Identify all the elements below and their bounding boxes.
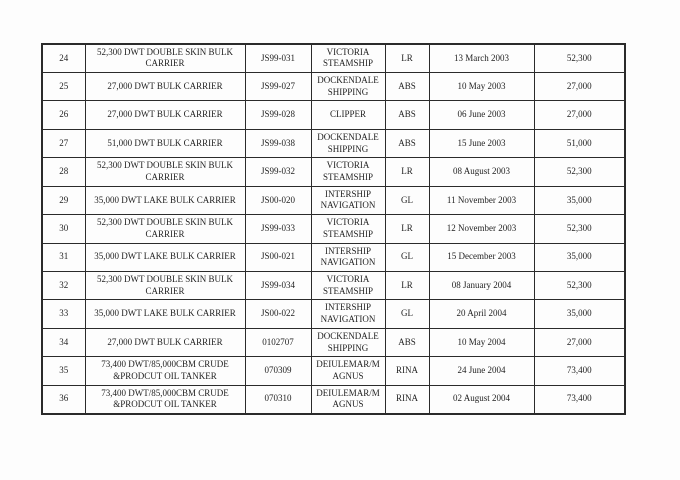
cell-class-society: RINA — [385, 357, 429, 385]
cell-vessel-description: 52,300 DWT DOUBLE SKIN BULK CARRIER — [85, 272, 245, 300]
cell-dwt: 73,400 — [534, 357, 625, 385]
cell-delivery-date: 15 December 2003 — [429, 243, 534, 271]
cell-row-number: 34 — [42, 328, 85, 356]
cell-delivery-date: 15 June 2003 — [429, 129, 534, 157]
cell-dwt: 52,300 — [534, 215, 625, 243]
cell-class-society: ABS — [385, 129, 429, 157]
cell-delivery-date: 20 April 2004 — [429, 300, 534, 328]
cell-delivery-date: 24 June 2004 — [429, 357, 534, 385]
cell-row-number: 30 — [42, 215, 85, 243]
cell-hull-number: JS99-028 — [245, 101, 311, 129]
cell-hull-number: 070310 — [245, 385, 311, 413]
cell-dwt: 73,400 — [534, 385, 625, 413]
cell-hull-number: JS00-022 — [245, 300, 311, 328]
cell-delivery-date: 02 August 2004 — [429, 385, 534, 413]
cell-delivery-date: 11 November 2003 — [429, 186, 534, 214]
cell-row-number: 31 — [42, 243, 85, 271]
cell-hull-number: JS99-027 — [245, 72, 311, 100]
cell-owner: VICTORIA STEAMSHIP — [311, 272, 385, 300]
cell-class-society: GL — [385, 243, 429, 271]
cell-delivery-date: 10 May 2003 — [429, 72, 534, 100]
ship-order-table — [41, 43, 626, 415]
cell-vessel-description: 73,400 DWT/85,000CBM CRUDE &PRODCUT OIL TANKER — [85, 357, 245, 385]
table-row — [42, 328, 625, 356]
cell-class-society: GL — [385, 300, 429, 328]
cell-class-society: ABS — [385, 72, 429, 100]
cell-owner: INTERSHIP NAVIGATION — [311, 300, 385, 328]
cell-hull-number: JS00-021 — [245, 243, 311, 271]
cell-class-society: ABS — [385, 101, 429, 129]
cell-class-society: LR — [385, 272, 429, 300]
cell-row-number: 24 — [42, 44, 85, 72]
cell-vessel-description: 27,000 DWT BULK CARRIER — [85, 72, 245, 100]
cell-row-number: 36 — [42, 385, 85, 413]
cell-row-number: 33 — [42, 300, 85, 328]
cell-dwt: 52,300 — [534, 272, 625, 300]
cell-vessel-description: 52,300 DWT DOUBLE SKIN BULK CARRIER — [85, 215, 245, 243]
cell-class-society: ABS — [385, 328, 429, 356]
cell-dwt: 27,000 — [534, 328, 625, 356]
cell-delivery-date: 08 August 2003 — [429, 158, 534, 186]
cell-delivery-date: 08 January 2004 — [429, 272, 534, 300]
table-row — [42, 44, 625, 72]
cell-class-society: LR — [385, 215, 429, 243]
table-row — [42, 272, 625, 300]
cell-hull-number: JS99-034 — [245, 272, 311, 300]
order-table-body — [42, 44, 625, 414]
cell-owner: DOCKENDALE SHIPPING — [311, 129, 385, 157]
table-row — [42, 385, 625, 413]
cell-delivery-date: 10 May 2004 — [429, 328, 534, 356]
cell-vessel-description: 27,000 DWT BULK CARRIER — [85, 328, 245, 356]
cell-owner: DOCKENDALE SHIPPING — [311, 328, 385, 356]
cell-class-society: LR — [385, 44, 429, 72]
cell-delivery-date: 13 March 2003 — [429, 44, 534, 72]
cell-dwt: 35,000 — [534, 300, 625, 328]
table-row — [42, 243, 625, 271]
table-row — [42, 72, 625, 100]
cell-delivery-date: 12 November 2003 — [429, 215, 534, 243]
cell-owner: CLIPPER — [311, 101, 385, 129]
cell-dwt: 27,000 — [534, 101, 625, 129]
table-row — [42, 186, 625, 214]
cell-owner: DEIULEMAR/M AGNUS — [311, 385, 385, 413]
cell-hull-number: JS99-031 — [245, 44, 311, 72]
table-row — [42, 300, 625, 328]
cell-hull-number: JS00-020 — [245, 186, 311, 214]
cell-owner: VICTORIA STEAMSHIP — [311, 215, 385, 243]
cell-class-society: GL — [385, 186, 429, 214]
cell-dwt: 35,000 — [534, 186, 625, 214]
cell-dwt: 52,300 — [534, 44, 625, 72]
cell-delivery-date: 06 June 2003 — [429, 101, 534, 129]
cell-vessel-description: 35,000 DWT LAKE BULK CARRIER — [85, 243, 245, 271]
cell-row-number: 25 — [42, 72, 85, 100]
cell-owner: DEIULEMAR/M AGNUS — [311, 357, 385, 385]
cell-vessel-description: 52,300 DWT DOUBLE SKIN BULK CARRIER — [85, 44, 245, 72]
table-row — [42, 101, 625, 129]
cell-hull-number: JS99-032 — [245, 158, 311, 186]
cell-dwt: 52,300 — [534, 158, 625, 186]
table-row — [42, 215, 625, 243]
cell-owner: INTERSHIP NAVIGATION — [311, 243, 385, 271]
cell-vessel-description: 35,000 DWT LAKE BULK CARRIER — [85, 186, 245, 214]
cell-dwt: 35,000 — [534, 243, 625, 271]
table-row — [42, 158, 625, 186]
cell-row-number: 32 — [42, 272, 85, 300]
cell-row-number: 29 — [42, 186, 85, 214]
cell-vessel-description: 27,000 DWT BULK CARRIER — [85, 101, 245, 129]
cell-vessel-description: 35,000 DWT LAKE BULK CARRIER — [85, 300, 245, 328]
cell-class-society: LR — [385, 158, 429, 186]
cell-vessel-description: 73,400 DWT/85,000CBM CRUDE &PRODCUT OIL TANKER — [85, 385, 245, 413]
cell-owner: INTERSHIP NAVIGATION — [311, 186, 385, 214]
cell-hull-number: JS99-033 — [245, 215, 311, 243]
cell-owner: VICTORIA STEAMSHIP — [311, 44, 385, 72]
cell-hull-number: 0102707 — [245, 328, 311, 356]
cell-dwt: 51,000 — [534, 129, 625, 157]
cell-vessel-description: 52,300 DWT DOUBLE SKIN BULK CARRIER — [85, 158, 245, 186]
cell-row-number: 26 — [42, 101, 85, 129]
table-row — [42, 129, 625, 157]
cell-row-number: 27 — [42, 129, 85, 157]
cell-owner: VICTORIA STEAMSHIP — [311, 158, 385, 186]
cell-owner: DOCKENDALE SHIPPING — [311, 72, 385, 100]
cell-class-society: RINA — [385, 385, 429, 413]
cell-row-number: 35 — [42, 357, 85, 385]
cell-row-number: 28 — [42, 158, 85, 186]
table-row — [42, 357, 625, 385]
cell-dwt: 27,000 — [534, 72, 625, 100]
cell-hull-number: JS99-038 — [245, 129, 311, 157]
cell-hull-number: 070309 — [245, 357, 311, 385]
cell-vessel-description: 51,000 DWT BULK CARRIER — [85, 129, 245, 157]
